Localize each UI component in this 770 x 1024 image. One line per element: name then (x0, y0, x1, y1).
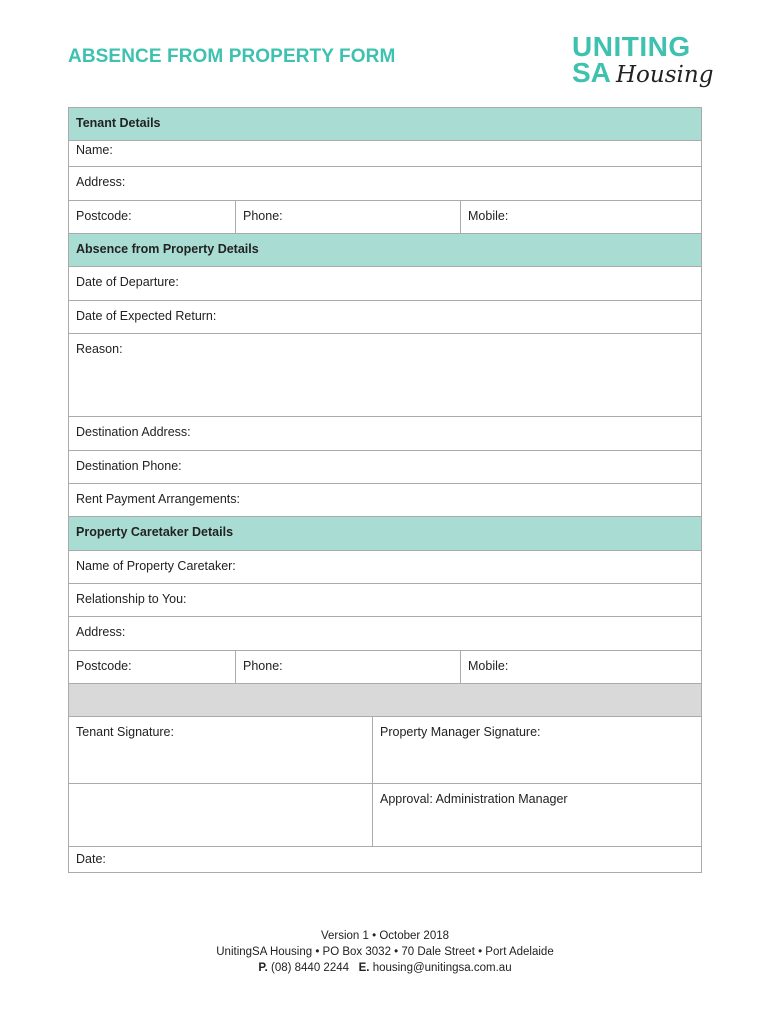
caretaker-address-field[interactable] (68, 617, 702, 651)
absence-details-header: Absence from Property Details (68, 234, 702, 267)
destination-phone-field[interactable] (68, 451, 702, 484)
signature-row (68, 717, 702, 784)
caretaker-name-field[interactable] (68, 551, 702, 584)
date-field[interactable] (68, 847, 702, 873)
uniting-sa-logo (572, 31, 714, 92)
tenant-address-label: Address: (76, 175, 126, 189)
reason-label: Reason: (76, 342, 123, 356)
tenant-name-label: Name: (76, 143, 113, 157)
caretaker-mobile-field[interactable]: Mobile: (460, 651, 701, 683)
caretaker-contact-row (68, 651, 702, 684)
return-date-field[interactable] (68, 301, 702, 334)
manager-signature-field[interactable]: Property Manager Signature: (372, 717, 701, 783)
reason-field[interactable] (68, 334, 702, 417)
caretaker-postcode-field[interactable]: Postcode: (76, 659, 132, 673)
destination-phone-label: Destination Phone: (76, 459, 182, 473)
form-title: ABSENCE FROM PROPERTY FORM (68, 46, 396, 67)
tenant-mobile-field[interactable]: Mobile: (460, 201, 701, 233)
logo-uniting-text: UNITING (572, 31, 691, 62)
destination-address-label: Destination Address: (76, 425, 191, 439)
departure-date-label: Date of Departure: (76, 275, 179, 289)
date-label: Date: (76, 852, 106, 866)
tenant-address-field[interactable] (68, 167, 702, 201)
page-footer (0, 928, 770, 976)
tenant-details-header: Tenant Details (68, 107, 702, 141)
tenant-signature-field[interactable]: Tenant Signature: (76, 725, 174, 739)
grey-divider-row (68, 684, 702, 717)
footer-email[interactable]: housing@unitingsa.com.au (372, 962, 512, 974)
approval-field[interactable]: Approval: Administration Manager (372, 784, 701, 846)
departure-date-field[interactable] (68, 267, 702, 301)
caretaker-phone-field[interactable]: Phone: (235, 651, 460, 683)
caretaker-name-label: Name of Property Caretaker: (76, 559, 236, 573)
footer-address: UnitingSA Housing • PO Box 3032 • 70 Dale Street • Port Adelaide (216, 946, 554, 958)
caretaker-address-label: Address: (76, 625, 126, 639)
caretaker-details-header: Property Caretaker Details (68, 517, 702, 551)
footer-contact (0, 960, 770, 976)
logo-housing-text: Housing (616, 62, 714, 88)
tenant-name-field[interactable] (68, 141, 702, 167)
caretaker-relationship-field[interactable] (68, 584, 702, 617)
logo-sa-text: SA (572, 57, 611, 88)
rent-arrangements-field[interactable] (68, 484, 702, 517)
tenant-postcode-field[interactable]: Postcode: (76, 209, 132, 223)
footer-version: Version 1 • October 2018 (320, 930, 450, 942)
destination-address-field[interactable] (68, 417, 702, 451)
absence-form (68, 107, 702, 873)
return-date-label: Date of Expected Return: (76, 309, 217, 323)
blank-signature-cell (69, 784, 372, 846)
rent-arrangements-label: Rent Payment Arrangements: (76, 492, 240, 506)
tenant-contact-row (68, 201, 702, 234)
caretaker-relationship-label: Relationship to You: (76, 592, 187, 606)
footer-phone-label: P. (258, 962, 268, 974)
footer-email-label: E. (358, 962, 370, 974)
tenant-phone-field[interactable]: Phone: (235, 201, 460, 233)
footer-phone: (08) 8440 2244 (271, 962, 350, 974)
approval-row (68, 784, 702, 847)
